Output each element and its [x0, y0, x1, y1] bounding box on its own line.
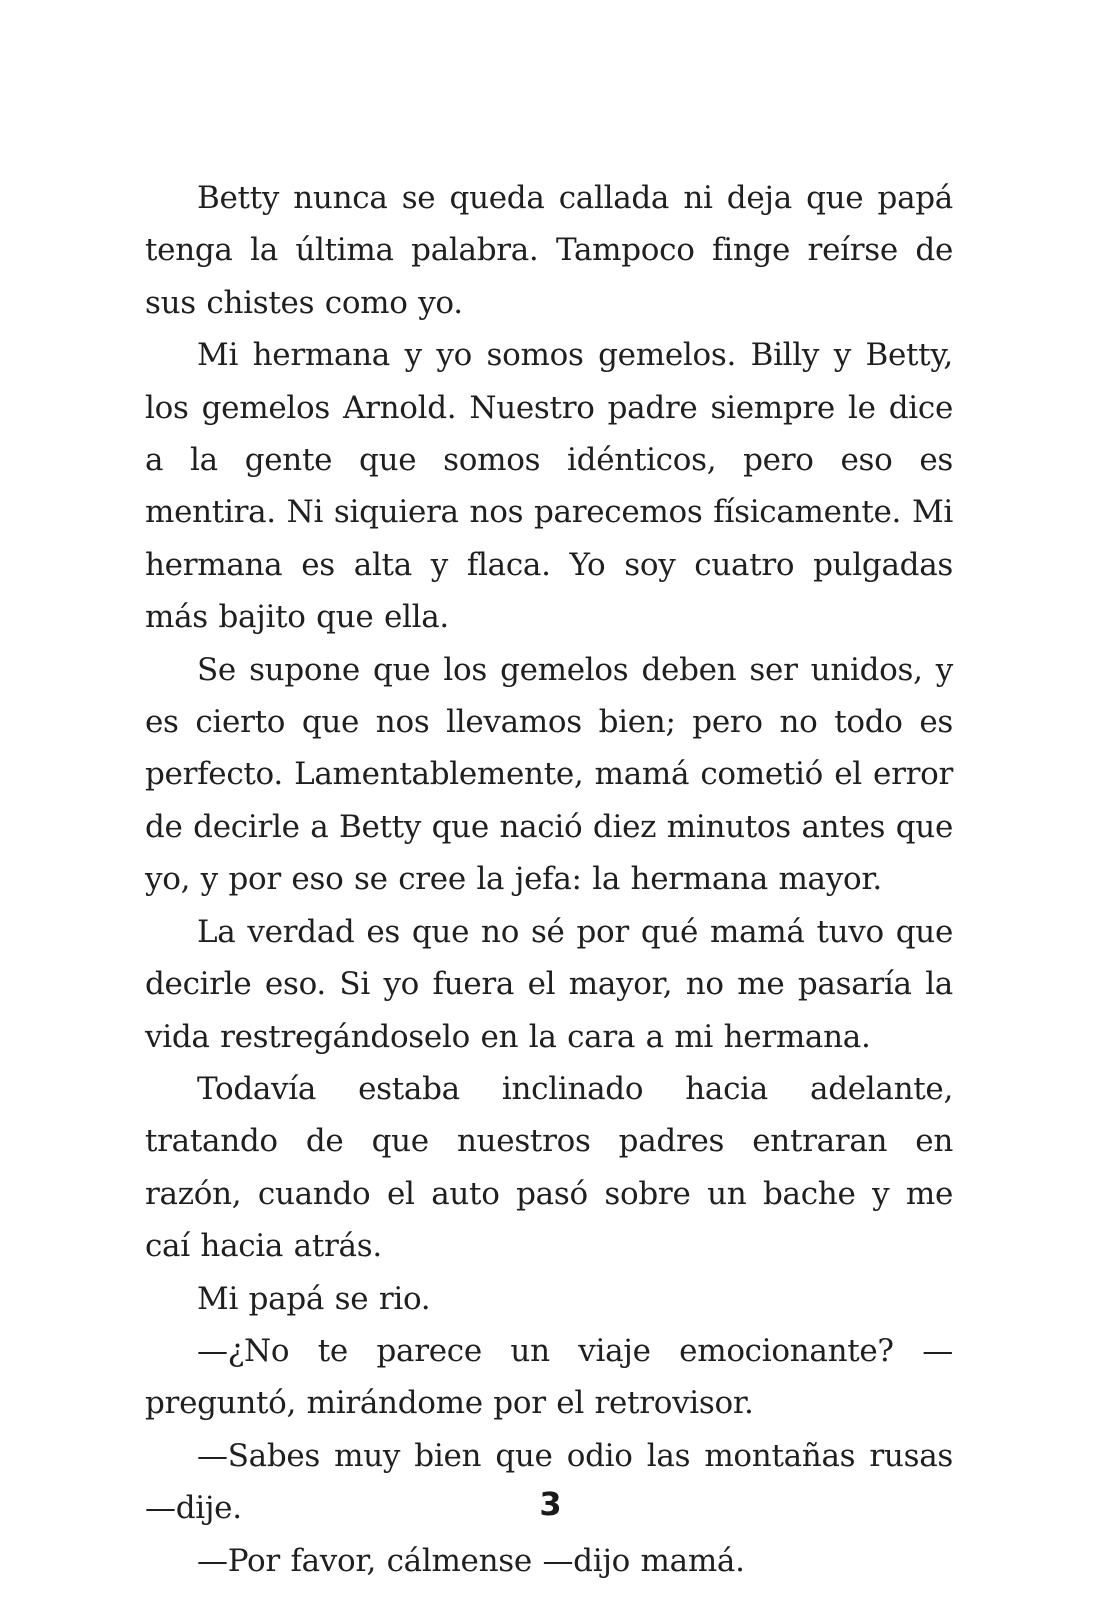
paragraph: Mi hermana y yo somos gemelos. Billy y Betty, los gemelos Arnold. Nuestro padre siempre le dice a la gente que somos idénticos, pero eso es mentira. Ni siquiera nos parecemos físicamente. Mi hermana es alta y flaca. Yo soy cuatro pulgadas más bajito que ella.	[145, 337, 953, 636]
paragraph: Se supone que los gemelos deben ser unidos, y es cierto que nos llevamos bien; pero no todo es perfecto. Lamentablemente, mamá cometió el error de decirle a Betty que nació diez minutos antes que yo, y por eso se cree la jefa: la hermana mayor.	[145, 651, 953, 898]
paragraph: Betty nunca se queda callada ni deja que papá tenga la última palabra. Tampoco finge reírse de sus chistes como yo.	[145, 180, 953, 321]
paragraph: La verdad es que no sé por qué mamá tuvo que decirle eso. Si yo fuera el mayor, no me pasaría la vida restregándoselo en la cara a mi hermana.	[145, 913, 953, 1055]
paragraph: —¿No te parece un viaje emocionante? —preguntó, mirándome por el retrovisor.	[145, 1332, 953, 1422]
paragraph: Mi papá se rio.	[197, 1280, 431, 1317]
body-text	[145, 172, 953, 1587]
paragraph: —Por favor, cálmense —dijo mamá.	[197, 1542, 745, 1579]
paragraph: —Sabes muy bien que odio las montañas rusas —dije.	[145, 1437, 953, 1527]
page-number: 3	[539, 1485, 562, 1523]
paragraph: Todavía estaba inclinado hacia adelante, tratando de que nuestros padres entraran en razón, cuando el auto pasó sobre un bache y me caí hacia atrás.	[145, 1070, 953, 1265]
